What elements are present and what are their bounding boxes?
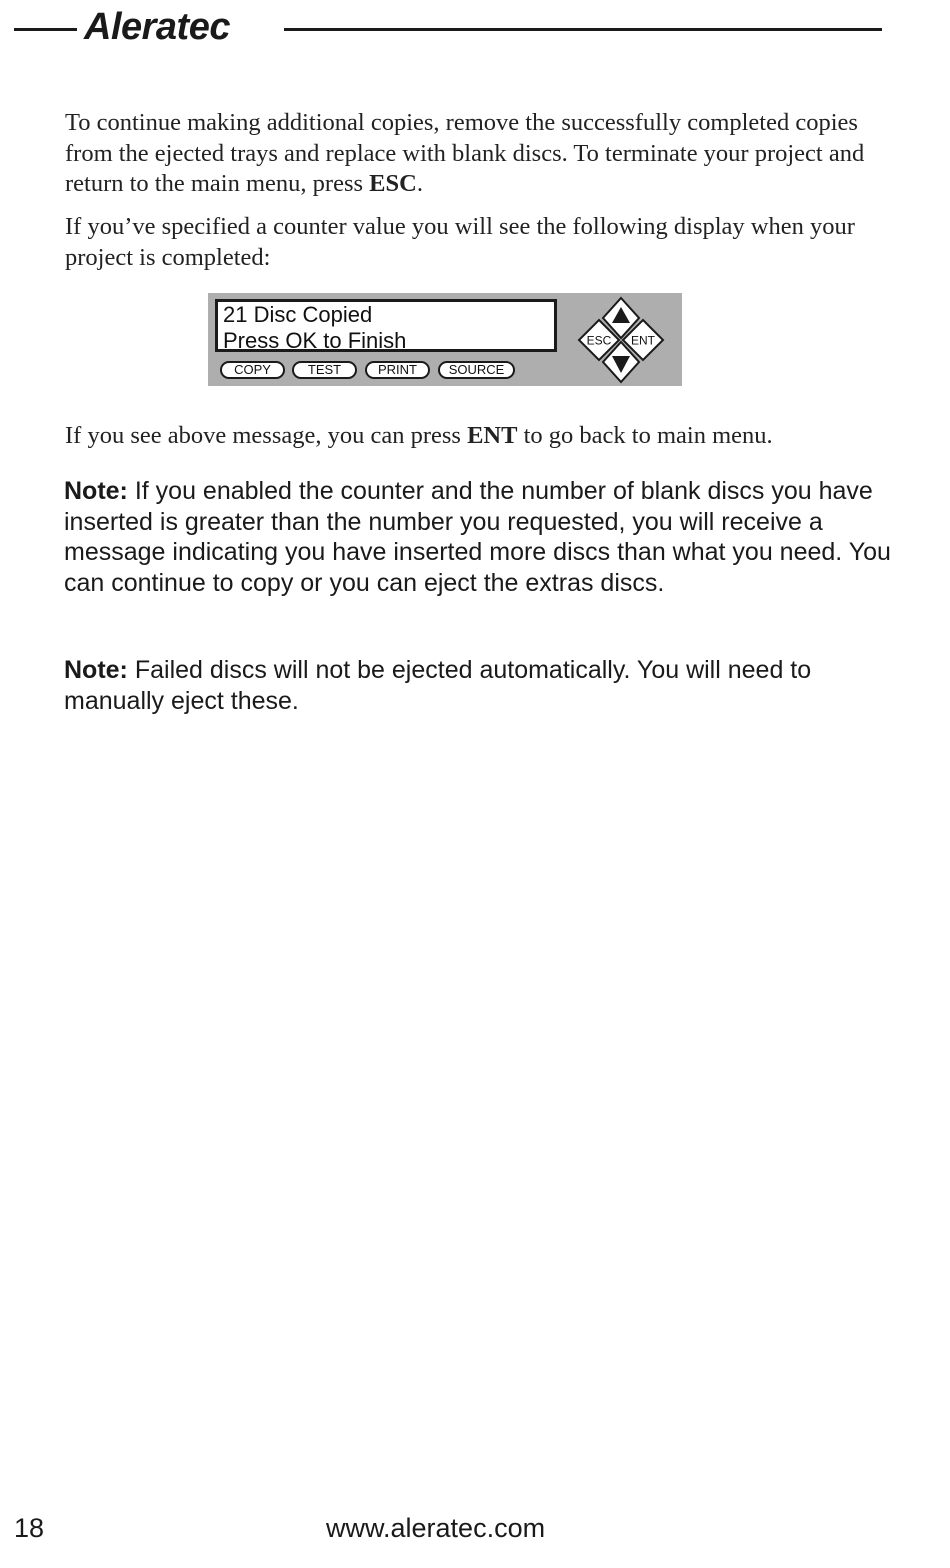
footer-url: www.aleratec.com [326, 1513, 546, 1543]
ent-keyword: ENT [467, 422, 518, 449]
esc-label: ESC [586, 333, 612, 348]
esc-keyword: ESC [369, 170, 417, 197]
lcd-line-2: Press OK to Finish [223, 328, 407, 353]
lcd-control-panel [208, 293, 682, 386]
paragraph-continue-copies [65, 108, 885, 200]
paragraph-press-ent [65, 421, 885, 452]
note-label: Note: [64, 656, 128, 684]
paragraph-text: If you see above message, you can press [65, 422, 468, 449]
paragraph-text-end: to go back to main menu. [517, 422, 773, 449]
note-failed-discs [64, 655, 894, 716]
header-rule-right [284, 28, 882, 31]
paragraph-text: To continue making additional copies, remove the successfully completed copies from the ejected trays and replace with blank discs. To terminate your project and return to the main menu, press [65, 109, 865, 197]
navigation-dpad [577, 296, 667, 384]
header-rule-left [14, 28, 77, 31]
paragraph-text-end: . [416, 170, 423, 197]
note-label: Note: [64, 477, 128, 505]
note-counter [64, 476, 894, 598]
lcd-screen [215, 299, 557, 352]
paragraph-counter-value: If you’ve specified a counter value you will see the following display when your project is completed: [65, 213, 855, 271]
brand-logo: Aleratec [84, 6, 230, 48]
note-text: If you enabled the counter and the number of blank discs you have inserted is greater than the number you requested, you will receive a message indicating you have inserted more discs than what you need. You can continue to copy or you can eject the extras discs. [64, 477, 891, 597]
copy-button: COPY [220, 361, 285, 379]
page-header [0, 0, 950, 60]
print-button: PRINT [365, 361, 430, 379]
note-text: Failed discs will not be ejected automatically. You will need to manually eject these. [64, 656, 812, 715]
page-number: 18 [14, 1513, 45, 1543]
lcd-line-1: 21 Disc Copied [223, 302, 373, 327]
ent-label: ENT [631, 333, 655, 348]
test-button: TEST [292, 361, 357, 379]
source-button: SOURCE [438, 361, 515, 379]
